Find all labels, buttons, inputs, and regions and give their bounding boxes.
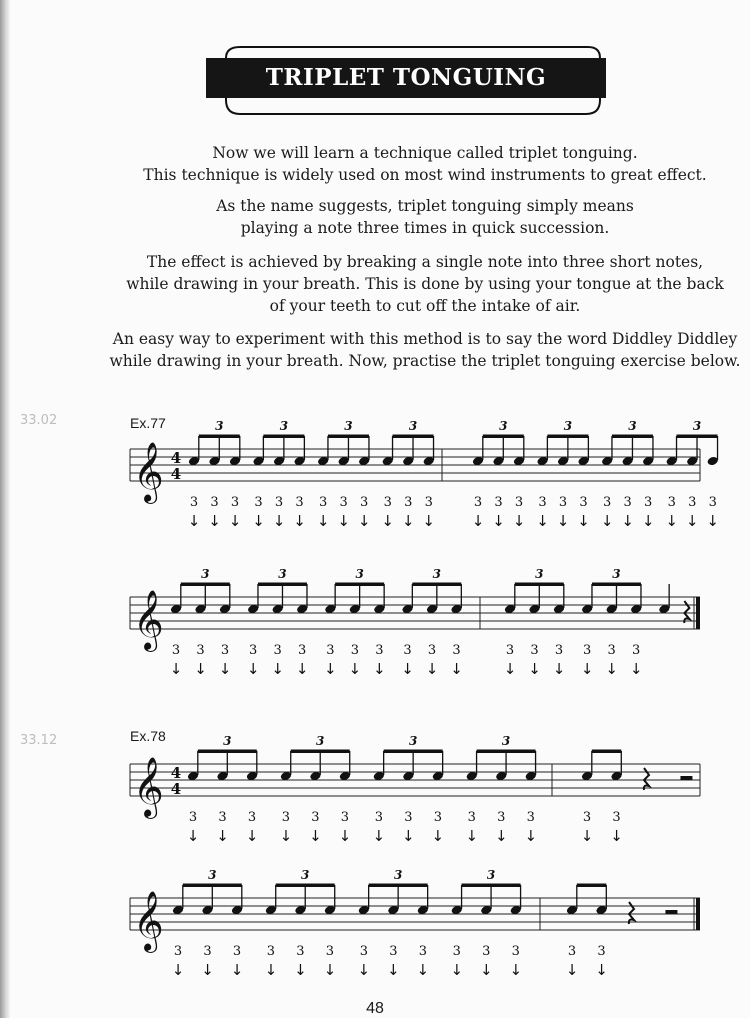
breath-mark-number: 3 xyxy=(374,810,383,825)
breath-arrow-icon: ↓ xyxy=(357,961,371,979)
breath-arrow-icon: ↓ xyxy=(293,512,306,530)
triplet-number: 3 xyxy=(215,419,224,433)
breath-mark-number: 3 xyxy=(567,944,577,959)
breath-mark-number: 3 xyxy=(383,495,392,510)
breath-arrow-icon: ↓ xyxy=(685,512,699,530)
breath-mark-number: 3 xyxy=(644,495,653,510)
breath-arrow-icon: ↓ xyxy=(512,512,526,530)
triplet-number: 3 xyxy=(535,567,544,581)
page-title: TRIPLET TONGUING xyxy=(265,64,547,91)
breath-arrow-icon: ↓ xyxy=(706,512,720,530)
triplet-beam xyxy=(483,435,524,439)
breath-mark-number: 3 xyxy=(340,810,350,825)
breath-mark-number: 3 xyxy=(452,944,461,959)
triplet-beam xyxy=(328,435,369,439)
breath-mark-number: 3 xyxy=(298,643,307,658)
breath-arrow-icon: ↓ xyxy=(629,660,643,678)
breath-arrow-icon: ↓ xyxy=(295,660,309,678)
triplet-beam xyxy=(412,583,461,587)
triplet-beam xyxy=(515,583,564,587)
breath-mark-number: 3 xyxy=(452,643,461,658)
breath-mark-number: 3 xyxy=(554,643,564,658)
breath-arrow-icon: ↓ xyxy=(194,660,207,678)
triplet-number: 3 xyxy=(355,567,364,581)
breath-arrow-icon: ↓ xyxy=(230,961,244,979)
breath-arrow-icon: ↓ xyxy=(218,660,232,678)
triplet-beam xyxy=(263,435,304,439)
breath-arrow-icon: ↓ xyxy=(309,827,322,845)
breath-arrow-icon: ↓ xyxy=(479,961,493,979)
breath-arrow-icon: ↓ xyxy=(605,660,618,678)
breath-mark-number: 3 xyxy=(511,944,520,959)
breath-mark-number: 3 xyxy=(473,495,483,510)
triplet-beam xyxy=(181,583,230,587)
breath-arrow-icon: ↓ xyxy=(338,827,352,845)
triplet-beam xyxy=(477,750,536,754)
breath-arrow-icon: ↓ xyxy=(208,512,221,530)
breath-mark-number: 3 xyxy=(623,495,632,510)
breath-arrow-icon: ↓ xyxy=(271,660,284,678)
breath-arrow-icon: ↓ xyxy=(509,961,523,979)
breath-mark-number: 3 xyxy=(612,810,621,825)
triplet-beam xyxy=(199,435,240,439)
svg-text:𝄞: 𝄞 xyxy=(133,891,164,951)
breath-arrow-icon: ↓ xyxy=(492,512,505,530)
breath-arrow-icon: ↓ xyxy=(252,512,265,530)
breath-arrow-icon: ↓ xyxy=(471,512,485,530)
breath-arrow-icon: ↓ xyxy=(272,512,286,530)
breath-arrow-icon: ↓ xyxy=(401,660,414,678)
quarter-rest-icon xyxy=(644,768,649,790)
breath-arrow-icon: ↓ xyxy=(621,512,634,530)
breath-arrow-icon: ↓ xyxy=(381,512,395,530)
breath-arrow-icon: ↓ xyxy=(536,512,549,530)
triplet-number: 3 xyxy=(278,567,287,581)
breath-mark-number: 3 xyxy=(579,495,588,510)
breath-arrow-icon: ↓ xyxy=(524,827,538,845)
breath-arrow-icon: ↓ xyxy=(465,827,479,845)
breath-mark-number: 3 xyxy=(188,810,198,825)
breath-arrow-icon: ↓ xyxy=(528,660,541,678)
breath-mark-number: 3 xyxy=(427,643,437,658)
breath-mark-number: 3 xyxy=(203,944,212,959)
triplet-number: 3 xyxy=(223,734,232,748)
breath-mark-number: 3 xyxy=(404,810,413,825)
intro-line: playing a note three times in quick succession. xyxy=(240,219,610,237)
intro-line: The effect is achieved by breaking a single note into three short notes, xyxy=(146,253,704,271)
treble-clef-icon xyxy=(133,757,164,819)
breath-mark-number: 3 xyxy=(505,643,515,658)
breath-mark-number: 3 xyxy=(218,810,227,825)
breath-arrow-icon: ↓ xyxy=(294,961,307,979)
breath-arrow-icon: ↓ xyxy=(337,512,350,530)
triplet-beam xyxy=(592,583,641,587)
triplet-number: 3 xyxy=(499,419,508,433)
breath-arrow-icon: ↓ xyxy=(187,512,201,530)
triplet-number: 3 xyxy=(486,868,496,882)
breath-mark-number: 3 xyxy=(254,495,263,510)
triplet-number: 3 xyxy=(408,419,418,433)
triplet-number: 3 xyxy=(344,419,353,433)
intro-line: while drawing in your breath. This is done by using your tongue at the back xyxy=(126,275,724,293)
breath-arrow-icon: ↓ xyxy=(216,827,229,845)
breath-mark-number: 3 xyxy=(375,643,384,658)
breath-arrow-icon: ↓ xyxy=(169,660,183,678)
quarter-rest-icon xyxy=(684,601,689,623)
breath-arrow-icon: ↓ xyxy=(279,827,293,845)
breath-arrow-icon: ↓ xyxy=(600,512,614,530)
breath-arrow-icon: ↓ xyxy=(171,961,185,979)
treble-clef-icon xyxy=(133,442,164,504)
intro-line: As the name suggests, triplet tonguing simply means xyxy=(216,197,634,215)
breath-mark-number: 3 xyxy=(295,495,304,510)
breath-mark-number: 3 xyxy=(389,944,398,959)
pencil-annotation: 33.12 xyxy=(20,733,58,748)
half-rest-icon xyxy=(680,776,692,780)
breath-arrow-icon: ↓ xyxy=(580,660,594,678)
triplet-beam xyxy=(291,750,350,754)
exercise-label: Ex.77 xyxy=(130,415,166,431)
breath-arrow-icon: ↓ xyxy=(186,827,200,845)
svg-text:𝄞: 𝄞 xyxy=(133,442,164,502)
triplet-number: 3 xyxy=(316,734,325,748)
breath-mark-number: 3 xyxy=(530,643,539,658)
breath-mark-number: 3 xyxy=(266,944,276,959)
breath-mark-number: 3 xyxy=(607,643,616,658)
breath-mark-number: 3 xyxy=(220,643,230,658)
triplet-number: 3 xyxy=(563,419,573,433)
breath-mark-number: 3 xyxy=(173,944,183,959)
intro-line: Now we will learn a technique called triplet tonguing. xyxy=(212,144,638,162)
breath-mark-number: 3 xyxy=(232,944,242,959)
breath-arrow-icon: ↓ xyxy=(324,660,337,678)
triplet-number: 3 xyxy=(501,734,511,748)
svg-text:𝄞: 𝄞 xyxy=(133,590,164,650)
triplet-beam xyxy=(276,884,335,888)
triplet-number: 3 xyxy=(692,419,702,433)
breath-mark-number: 3 xyxy=(249,643,258,658)
triplet-beam xyxy=(547,435,588,439)
breath-mark-number: 3 xyxy=(582,810,592,825)
triplet-number: 3 xyxy=(301,868,310,882)
breath-arrow-icon: ↓ xyxy=(610,827,623,845)
triplet-number: 3 xyxy=(432,567,442,581)
breath-mark-number: 3 xyxy=(273,643,282,658)
breath-arrow-icon: ↓ xyxy=(552,660,566,678)
breath-mark-number: 3 xyxy=(632,643,641,658)
breath-mark-number: 3 xyxy=(326,643,335,658)
breath-mark-number: 3 xyxy=(319,495,328,510)
breath-arrow-icon: ↓ xyxy=(450,961,464,979)
triplet-beam xyxy=(393,435,434,439)
breath-arrow-icon: ↓ xyxy=(422,512,436,530)
breath-mark-number: 3 xyxy=(597,944,606,959)
breath-arrow-icon: ↓ xyxy=(580,827,594,845)
breath-mark-number: 3 xyxy=(467,810,476,825)
time-signature-top: 4 xyxy=(170,764,182,782)
breath-mark-number: 3 xyxy=(171,643,181,658)
breath-arrow-icon: ↓ xyxy=(201,961,214,979)
triplet-beam xyxy=(612,435,653,439)
breath-mark-number: 3 xyxy=(688,495,697,510)
breath-mark-number: 3 xyxy=(708,495,717,510)
breath-arrow-icon: ↓ xyxy=(665,512,679,530)
breath-mark-number: 3 xyxy=(311,810,320,825)
breath-arrow-icon: ↓ xyxy=(565,961,579,979)
breath-mark-number: 3 xyxy=(247,810,257,825)
time-signature-bottom: 4 xyxy=(170,780,182,798)
breath-mark-number: 3 xyxy=(296,944,305,959)
final-barline-thick xyxy=(696,597,700,629)
svg-text:𝄞: 𝄞 xyxy=(133,757,164,817)
treble-clef-icon xyxy=(133,590,164,652)
breath-arrow-icon: ↓ xyxy=(357,512,371,530)
breath-mark-number: 3 xyxy=(538,495,547,510)
final-barline-thick xyxy=(696,898,700,930)
treble-clef-icon xyxy=(133,891,164,953)
breath-mark-number: 3 xyxy=(494,495,503,510)
breath-mark-number: 3 xyxy=(482,944,491,959)
breath-arrow-icon: ↓ xyxy=(641,512,655,530)
breath-mark-number: 3 xyxy=(403,643,412,658)
breath-mark-number: 3 xyxy=(189,495,199,510)
breath-mark-number: 3 xyxy=(667,495,676,510)
triplet-beam xyxy=(258,583,307,587)
triplet-number: 3 xyxy=(393,868,403,882)
breath-arrow-icon: ↓ xyxy=(228,512,242,530)
breath-arrow-icon: ↓ xyxy=(577,512,590,530)
triplet-number: 3 xyxy=(628,419,637,433)
exercise-label: Ex.78 xyxy=(130,728,166,744)
breath-mark-number: 3 xyxy=(196,643,205,658)
triplet-number: 3 xyxy=(279,419,289,433)
breath-mark-number: 3 xyxy=(210,495,219,510)
intro-line: while drawing in your breath. Now, practise the triplet tonguing exercise below. xyxy=(109,352,741,370)
pencil-annotation: 33.02 xyxy=(20,413,58,428)
intro-line: of your teeth to cut off the intake of air. xyxy=(269,297,581,315)
triplet-beam xyxy=(369,884,428,888)
breath-mark-number: 3 xyxy=(281,810,291,825)
eighth-pair-beam xyxy=(577,884,607,888)
triplet-number: 3 xyxy=(201,567,210,581)
triplet-beam xyxy=(677,435,718,439)
breath-arrow-icon: ↓ xyxy=(402,827,415,845)
eighth-pair-beam xyxy=(592,750,622,754)
triplet-beam xyxy=(384,750,443,754)
breath-arrow-icon: ↓ xyxy=(245,827,259,845)
breath-arrow-icon: ↓ xyxy=(556,512,570,530)
breath-mark-number: 3 xyxy=(558,495,568,510)
breath-mark-number: 3 xyxy=(583,643,592,658)
intro-line: An easy way to experiment with this method is to say the word Diddley Diddley xyxy=(112,330,738,348)
breath-arrow-icon: ↓ xyxy=(503,660,517,678)
breath-arrow-icon: ↓ xyxy=(425,660,439,678)
intro-line: This technique is widely used on most wind instruments to great effect. xyxy=(143,166,707,184)
half-rest-icon xyxy=(665,910,677,914)
breath-mark-number: 3 xyxy=(325,944,335,959)
breath-arrow-icon: ↓ xyxy=(264,961,278,979)
time-signature-bottom: 4 xyxy=(170,465,182,483)
breath-arrow-icon: ↓ xyxy=(450,660,463,678)
triplet-number: 3 xyxy=(208,868,217,882)
breath-mark-number: 3 xyxy=(339,495,348,510)
breath-arrow-icon: ↓ xyxy=(316,512,330,530)
breath-mark-number: 3 xyxy=(360,495,369,510)
triplet-beam xyxy=(198,750,257,754)
breath-mark-number: 3 xyxy=(514,495,524,510)
quarter-rest-icon xyxy=(629,902,634,924)
breath-mark-number: 3 xyxy=(433,810,442,825)
breath-arrow-icon: ↓ xyxy=(373,660,386,678)
breath-arrow-icon: ↓ xyxy=(348,660,362,678)
breath-arrow-icon: ↓ xyxy=(323,961,337,979)
breath-mark-number: 3 xyxy=(230,495,240,510)
triplet-beam xyxy=(462,884,521,888)
breath-arrow-icon: ↓ xyxy=(387,961,400,979)
triplet-number: 3 xyxy=(612,567,621,581)
breath-arrow-icon: ↓ xyxy=(595,961,608,979)
triplet-beam xyxy=(183,884,242,888)
breath-mark-number: 3 xyxy=(603,495,612,510)
breath-arrow-icon: ↓ xyxy=(246,660,260,678)
breath-arrow-icon: ↓ xyxy=(416,961,430,979)
breath-arrow-icon: ↓ xyxy=(372,827,386,845)
breath-mark-number: 3 xyxy=(526,810,535,825)
breath-mark-number: 3 xyxy=(274,495,284,510)
breath-mark-number: 3 xyxy=(404,495,413,510)
breath-arrow-icon: ↓ xyxy=(401,512,415,530)
breath-mark-number: 3 xyxy=(418,944,427,959)
time-signature-top: 4 xyxy=(170,449,182,467)
breath-mark-number: 3 xyxy=(359,944,368,959)
breath-arrow-icon: ↓ xyxy=(494,827,508,845)
triplet-beam xyxy=(335,583,384,587)
triplet-number: 3 xyxy=(408,734,418,748)
page-number: 48 xyxy=(366,1000,384,1017)
breath-mark-number: 3 xyxy=(424,495,433,510)
breath-arrow-icon: ↓ xyxy=(431,827,445,845)
breath-mark-number: 3 xyxy=(497,810,506,825)
breath-mark-number: 3 xyxy=(350,643,359,658)
